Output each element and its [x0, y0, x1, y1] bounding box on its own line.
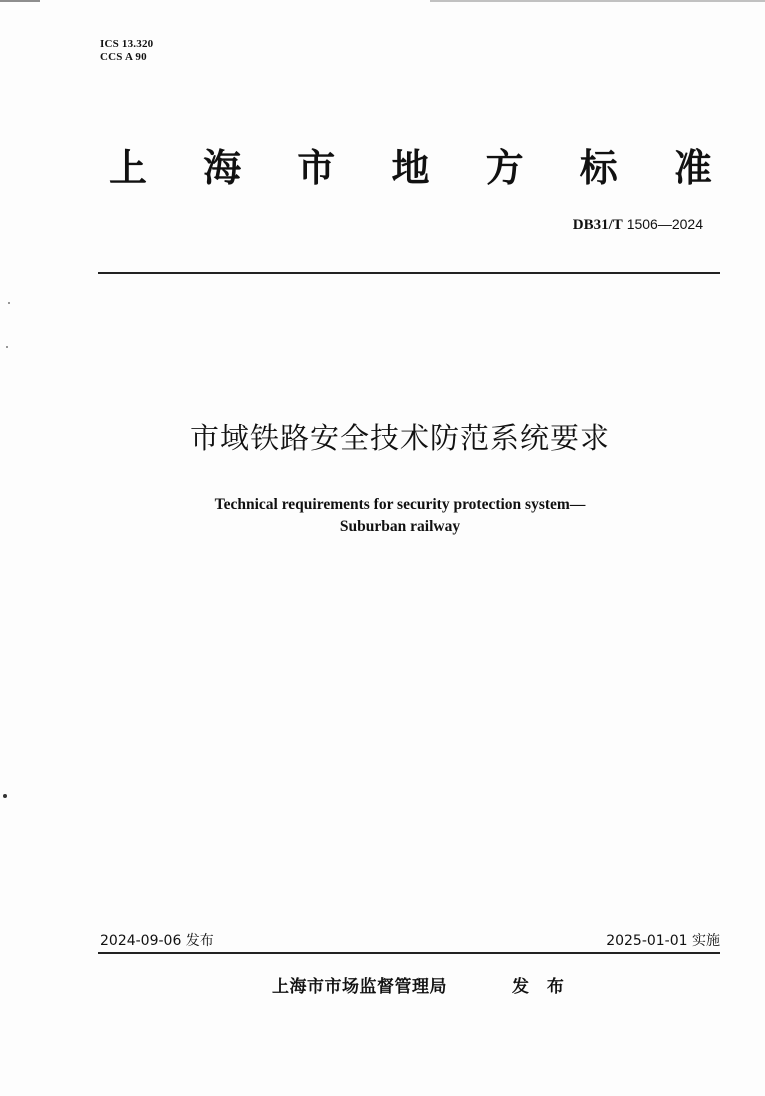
standard-number	[573, 215, 703, 234]
standard-type-char: 方	[485, 146, 524, 190]
standard-type-char: 标	[579, 146, 618, 190]
header-divider	[98, 272, 720, 274]
standard-type-char: 市	[297, 146, 336, 190]
document-title-english	[0, 494, 765, 538]
standard-type-char: 准	[673, 146, 712, 190]
footer-divider	[98, 952, 720, 954]
scan-artifact-dot	[6, 346, 8, 348]
standard-type-char: 地	[391, 146, 430, 190]
ccs-code: CCS A 90	[100, 51, 147, 63]
standard-type-char: 海	[203, 146, 242, 190]
english-title-line: Suburban railway	[339, 518, 461, 535]
standard-type-char: 上	[108, 146, 147, 190]
document-title-chinese: 市域铁路安全技术防范系统要求	[189, 421, 610, 455]
classification-codes	[100, 38, 153, 64]
implementation-date: 2025-01-01 实施	[606, 933, 720, 949]
dates-row	[100, 931, 720, 951]
issuing-authority: 上海市市场监督管理局	[272, 977, 447, 997]
standard-type-heading	[108, 146, 713, 190]
english-title-line: Technical requirements for security protection system—	[214, 496, 586, 513]
publish-label: 发 布	[512, 977, 564, 997]
scan-artifact-dot	[8, 302, 10, 304]
standard-number-prefix: DB31/T	[572, 217, 623, 233]
standard-number-value: 1506—2024	[626, 216, 703, 232]
issue-date: 2024-09-06 发布	[100, 933, 214, 949]
scan-artifact-dot	[3, 794, 7, 798]
scan-top-edge	[0, 0, 765, 2]
ics-code: ICS 13.320	[100, 38, 154, 50]
